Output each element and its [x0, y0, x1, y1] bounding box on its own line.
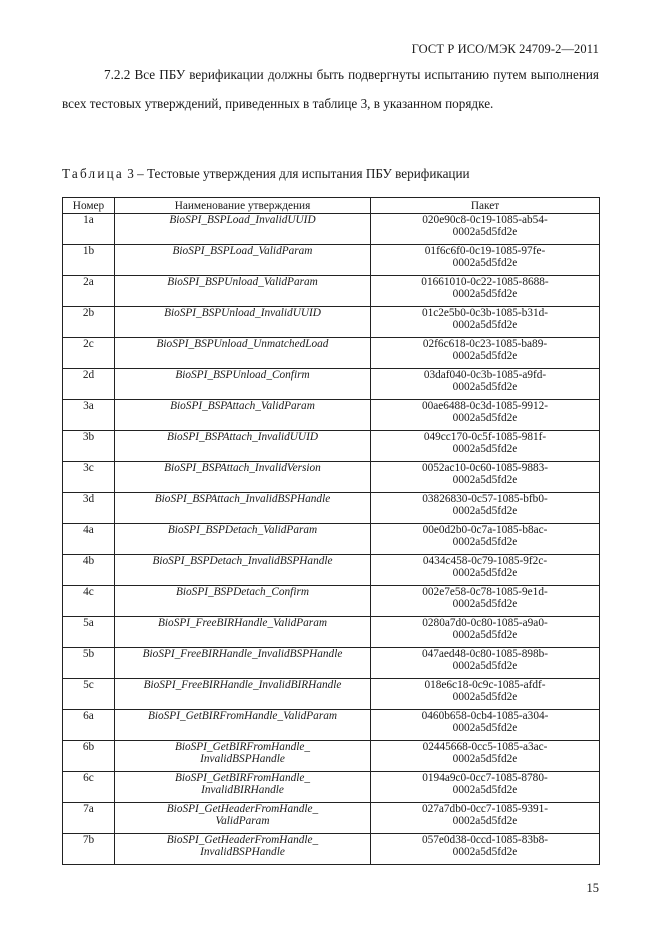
row-number: 3c	[63, 462, 115, 493]
table-caption-prefix: Таблица	[62, 166, 124, 181]
assertion-name-line: BioSPI_BSPUnload_Confirm	[175, 369, 310, 381]
test-assertions-table	[62, 197, 600, 865]
assertion-name	[115, 803, 371, 834]
packet-id-line: 0002a5d5fd2e	[452, 350, 518, 363]
packet-id-line: 0002a5d5fd2e	[452, 660, 518, 673]
assertion-name	[115, 338, 371, 369]
packet-id-line: 002e7e58-0c78-1085-9e1d-	[422, 586, 548, 598]
table-row	[63, 648, 600, 679]
assertion-name-line: BioSPI_BSPAttach_InvalidBSPHandle	[154, 493, 331, 505]
packet-id-line: 02445668-0cc5-1085-a3ac-	[422, 741, 548, 753]
packet-id	[371, 400, 600, 431]
packet-id-line: 0002a5d5fd2e	[452, 381, 518, 394]
row-number: 7a	[63, 803, 115, 834]
table-row	[63, 803, 600, 834]
packet-id-line: 0002a5d5fd2e	[452, 288, 518, 301]
assertion-name-line: BioSPI_GetBIRFromHandle_	[174, 772, 311, 784]
table-row	[63, 710, 600, 741]
assertion-name-line: BioSPI_BSPUnload_ValidParam	[167, 276, 318, 288]
assertion-name-line: BioSPI_BSPUnload_InvalidUUID	[164, 307, 321, 319]
table-row	[63, 307, 600, 338]
packet-id-line: 0002a5d5fd2e	[452, 784, 518, 797]
packet-id	[371, 493, 600, 524]
packet-id-line: 01661010-0c22-1085-8688-	[421, 276, 549, 288]
packet-id	[371, 803, 600, 834]
packet-id-line: 049cc170-0c5f-1085-981f-	[423, 431, 547, 443]
table-row	[63, 245, 600, 276]
assertion-name	[115, 741, 371, 772]
assertion-name-line: BioSPI_GetHeaderFromHandle_	[166, 803, 319, 815]
column-header-packet: Пакет	[371, 198, 600, 214]
assertion-name	[115, 710, 371, 741]
packet-id-line: 0002a5d5fd2e	[452, 567, 518, 580]
row-number: 5b	[63, 648, 115, 679]
packet-id-line: 0002a5d5fd2e	[452, 412, 518, 425]
row-number: 5a	[63, 617, 115, 648]
row-number: 6c	[63, 772, 115, 803]
packet-id	[371, 524, 600, 555]
table-row	[63, 431, 600, 462]
column-header-number: Номер	[63, 198, 115, 214]
packet-id-line: 01c2e5b0-0c3b-1085-b31d-	[421, 307, 549, 319]
assertion-name-line: BioSPI_BSPLoad_ValidParam	[172, 245, 313, 257]
row-number: 4c	[63, 586, 115, 617]
packet-id-line: 0052ac10-0c60-1085-9883-	[421, 462, 549, 474]
assertion-name	[115, 617, 371, 648]
table-body	[63, 214, 600, 865]
assertion-name-line: BioSPI_BSPDetach_InvalidBSPHandle	[152, 555, 333, 567]
packet-id-line: 0002a5d5fd2e	[452, 257, 518, 270]
row-number: 2d	[63, 369, 115, 400]
page-number: 15	[586, 881, 599, 895]
assertion-name-line: BioSPI_FreeBIRHandle_InvalidBSPHandle	[142, 648, 343, 660]
table-row	[63, 617, 600, 648]
packet-id-line: 0434c458-0c79-1085-9f2c-	[422, 555, 548, 567]
row-number: 3a	[63, 400, 115, 431]
packet-id-line: 0002a5d5fd2e	[452, 753, 518, 766]
row-number: 4a	[63, 524, 115, 555]
packet-id-line: 0002a5d5fd2e	[452, 474, 518, 487]
packet-id	[371, 245, 600, 276]
packet-id-line: 0002a5d5fd2e	[452, 598, 518, 611]
assertion-name-line: BioSPI_BSPDetach_ValidParam	[167, 524, 318, 536]
assertion-name-line: ValidParam	[215, 815, 270, 828]
assertion-name	[115, 648, 371, 679]
row-number: 3b	[63, 431, 115, 462]
packet-id-line: 0002a5d5fd2e	[452, 815, 518, 828]
packet-id-line: 01f6c6f0-0c19-1085-97fe-	[424, 245, 546, 257]
body-paragraph	[62, 60, 599, 118]
assertion-name	[115, 524, 371, 555]
row-number: 6b	[63, 741, 115, 772]
table-header-row	[63, 198, 600, 214]
packet-id-line: 0460b658-0cb4-1085-a304-	[421, 710, 549, 722]
table-row	[63, 741, 600, 772]
packet-id	[371, 710, 600, 741]
row-number: 1a	[63, 214, 115, 245]
table-caption-title: 3 – Тестовые утверждения для испытания ПБУ верификации	[123, 166, 470, 181]
packet-id-line: 0002a5d5fd2e	[452, 722, 518, 735]
packet-id-line: 0002a5d5fd2e	[452, 536, 518, 549]
table-row	[63, 679, 600, 710]
assertion-name	[115, 431, 371, 462]
assertion-name-line: BioSPI_BSPUnload_UnmatchedLoad	[156, 338, 329, 350]
document-header: ГОСТ Р ИСО/МЭК 24709-2—2011	[411, 42, 599, 56]
assertion-name	[115, 679, 371, 710]
assertion-name-line: BioSPI_FreeBIRHandle_InvalidBIRHandle	[143, 679, 342, 691]
packet-id	[371, 369, 600, 400]
packet-id-line: 0280a7d0-0c80-1085-a9a0-	[422, 617, 548, 629]
table-row	[63, 524, 600, 555]
assertion-name-line: BioSPI_BSPAttach_InvalidUUID	[166, 431, 318, 443]
assertion-name-line: BioSPI_BSPAttach_InvalidVersion	[164, 462, 321, 474]
table-row	[63, 338, 600, 369]
table-row	[63, 214, 600, 245]
packet-id-line: 0002a5d5fd2e	[452, 319, 518, 332]
assertion-name	[115, 214, 371, 245]
packet-id-line: 0194a9c0-0cc7-1085-8780-	[422, 772, 548, 784]
assertion-name-line: BioSPI_FreeBIRHandle_ValidParam	[158, 617, 327, 629]
packet-id-line: 0002a5d5fd2e	[452, 846, 518, 859]
packet-id-line: 0002a5d5fd2e	[452, 691, 518, 704]
assertion-name	[115, 462, 371, 493]
row-number: 7b	[63, 834, 115, 865]
packet-id	[371, 617, 600, 648]
table-row	[63, 586, 600, 617]
row-number: 2b	[63, 307, 115, 338]
assertion-name-line: BioSPI_GetBIRFromHandle_ValidParam	[147, 710, 338, 722]
packet-id-line: 02f6c618-0c23-1085-ba89-	[422, 338, 548, 350]
assertion-name-line: InvalidBSPHandle	[200, 753, 285, 766]
table-row	[63, 493, 600, 524]
packet-id	[371, 214, 600, 245]
column-header-assertion-name: Наименование утверждения	[115, 198, 371, 214]
packet-id-line: 03826830-0c57-1085-bfb0-	[422, 493, 548, 505]
packet-id-line: 020e90c8-0c19-1085-ab54-	[422, 214, 548, 226]
assertion-name	[115, 245, 371, 276]
packet-id-line: 027a7db0-0cc7-1085-9391-	[421, 803, 549, 815]
packet-id	[371, 648, 600, 679]
table-row	[63, 555, 600, 586]
packet-id	[371, 462, 600, 493]
packet-id-line: 0002a5d5fd2e	[452, 443, 518, 456]
assertion-name-line: BioSPI_GetHeaderFromHandle_	[166, 834, 319, 846]
row-number: 6a	[63, 710, 115, 741]
packet-id-line: 018e6c18-0c9c-1085-afdf-	[424, 679, 546, 691]
row-number: 4b	[63, 555, 115, 586]
table-row	[63, 462, 600, 493]
table-row	[63, 772, 600, 803]
assertion-name-line: BioSPI_GetBIRFromHandle_	[174, 741, 311, 753]
assertion-name	[115, 834, 371, 865]
packet-id-line: 057e0d38-0ccd-1085-83b8-	[421, 834, 549, 846]
row-number: 5c	[63, 679, 115, 710]
packet-id-line: 0002a5d5fd2e	[452, 629, 518, 642]
assertion-name	[115, 276, 371, 307]
assertion-name-line: BioSPI_BSPDetach_Confirm	[175, 586, 310, 598]
assertion-name	[115, 400, 371, 431]
packet-id-line: 00e0d2b0-0c7a-1085-b8ac-	[422, 524, 548, 536]
packet-id	[371, 307, 600, 338]
row-number: 1b	[63, 245, 115, 276]
table-row	[63, 276, 600, 307]
packet-id	[371, 679, 600, 710]
packet-id	[371, 772, 600, 803]
row-number: 2a	[63, 276, 115, 307]
packet-id	[371, 586, 600, 617]
assertion-name-line: InvalidBSPHandle	[200, 846, 285, 859]
row-number: 2c	[63, 338, 115, 369]
table-row	[63, 400, 600, 431]
packet-id	[371, 431, 600, 462]
packet-id-line: 03daf040-0c3b-1085-a9fd-	[423, 369, 547, 381]
assertion-name	[115, 555, 371, 586]
packet-id	[371, 741, 600, 772]
assertion-name-line: BioSPI_BSPAttach_ValidParam	[170, 400, 315, 412]
table-caption	[62, 166, 599, 182]
assertion-name	[115, 369, 371, 400]
assertion-name	[115, 493, 371, 524]
row-number: 3d	[63, 493, 115, 524]
table-row	[63, 834, 600, 865]
packet-id-line: 0002a5d5fd2e	[452, 505, 518, 518]
paragraph-text: 7.2.2 Все ПБУ верификации должны быть подвергнуты испытанию путем выполнения всех тестовых утверждений, приведенных в таблице 3, в указанном порядке.	[62, 67, 599, 111]
packet-id	[371, 555, 600, 586]
packet-id	[371, 276, 600, 307]
assertion-name-line: BioSPI_BSPLoad_InvalidUUID	[169, 214, 316, 226]
packet-id	[371, 834, 600, 865]
assertion-name	[115, 307, 371, 338]
packet-id	[371, 338, 600, 369]
packet-id-line: 047aed48-0c80-1085-898b-	[421, 648, 549, 660]
assertion-name-line: InvalidBIRHandle	[201, 784, 284, 797]
table-row	[63, 369, 600, 400]
assertion-name	[115, 772, 371, 803]
packet-id-line: 00ae6488-0c3d-1085-9912-	[421, 400, 549, 412]
assertion-name	[115, 586, 371, 617]
packet-id-line: 0002a5d5fd2e	[452, 226, 518, 239]
